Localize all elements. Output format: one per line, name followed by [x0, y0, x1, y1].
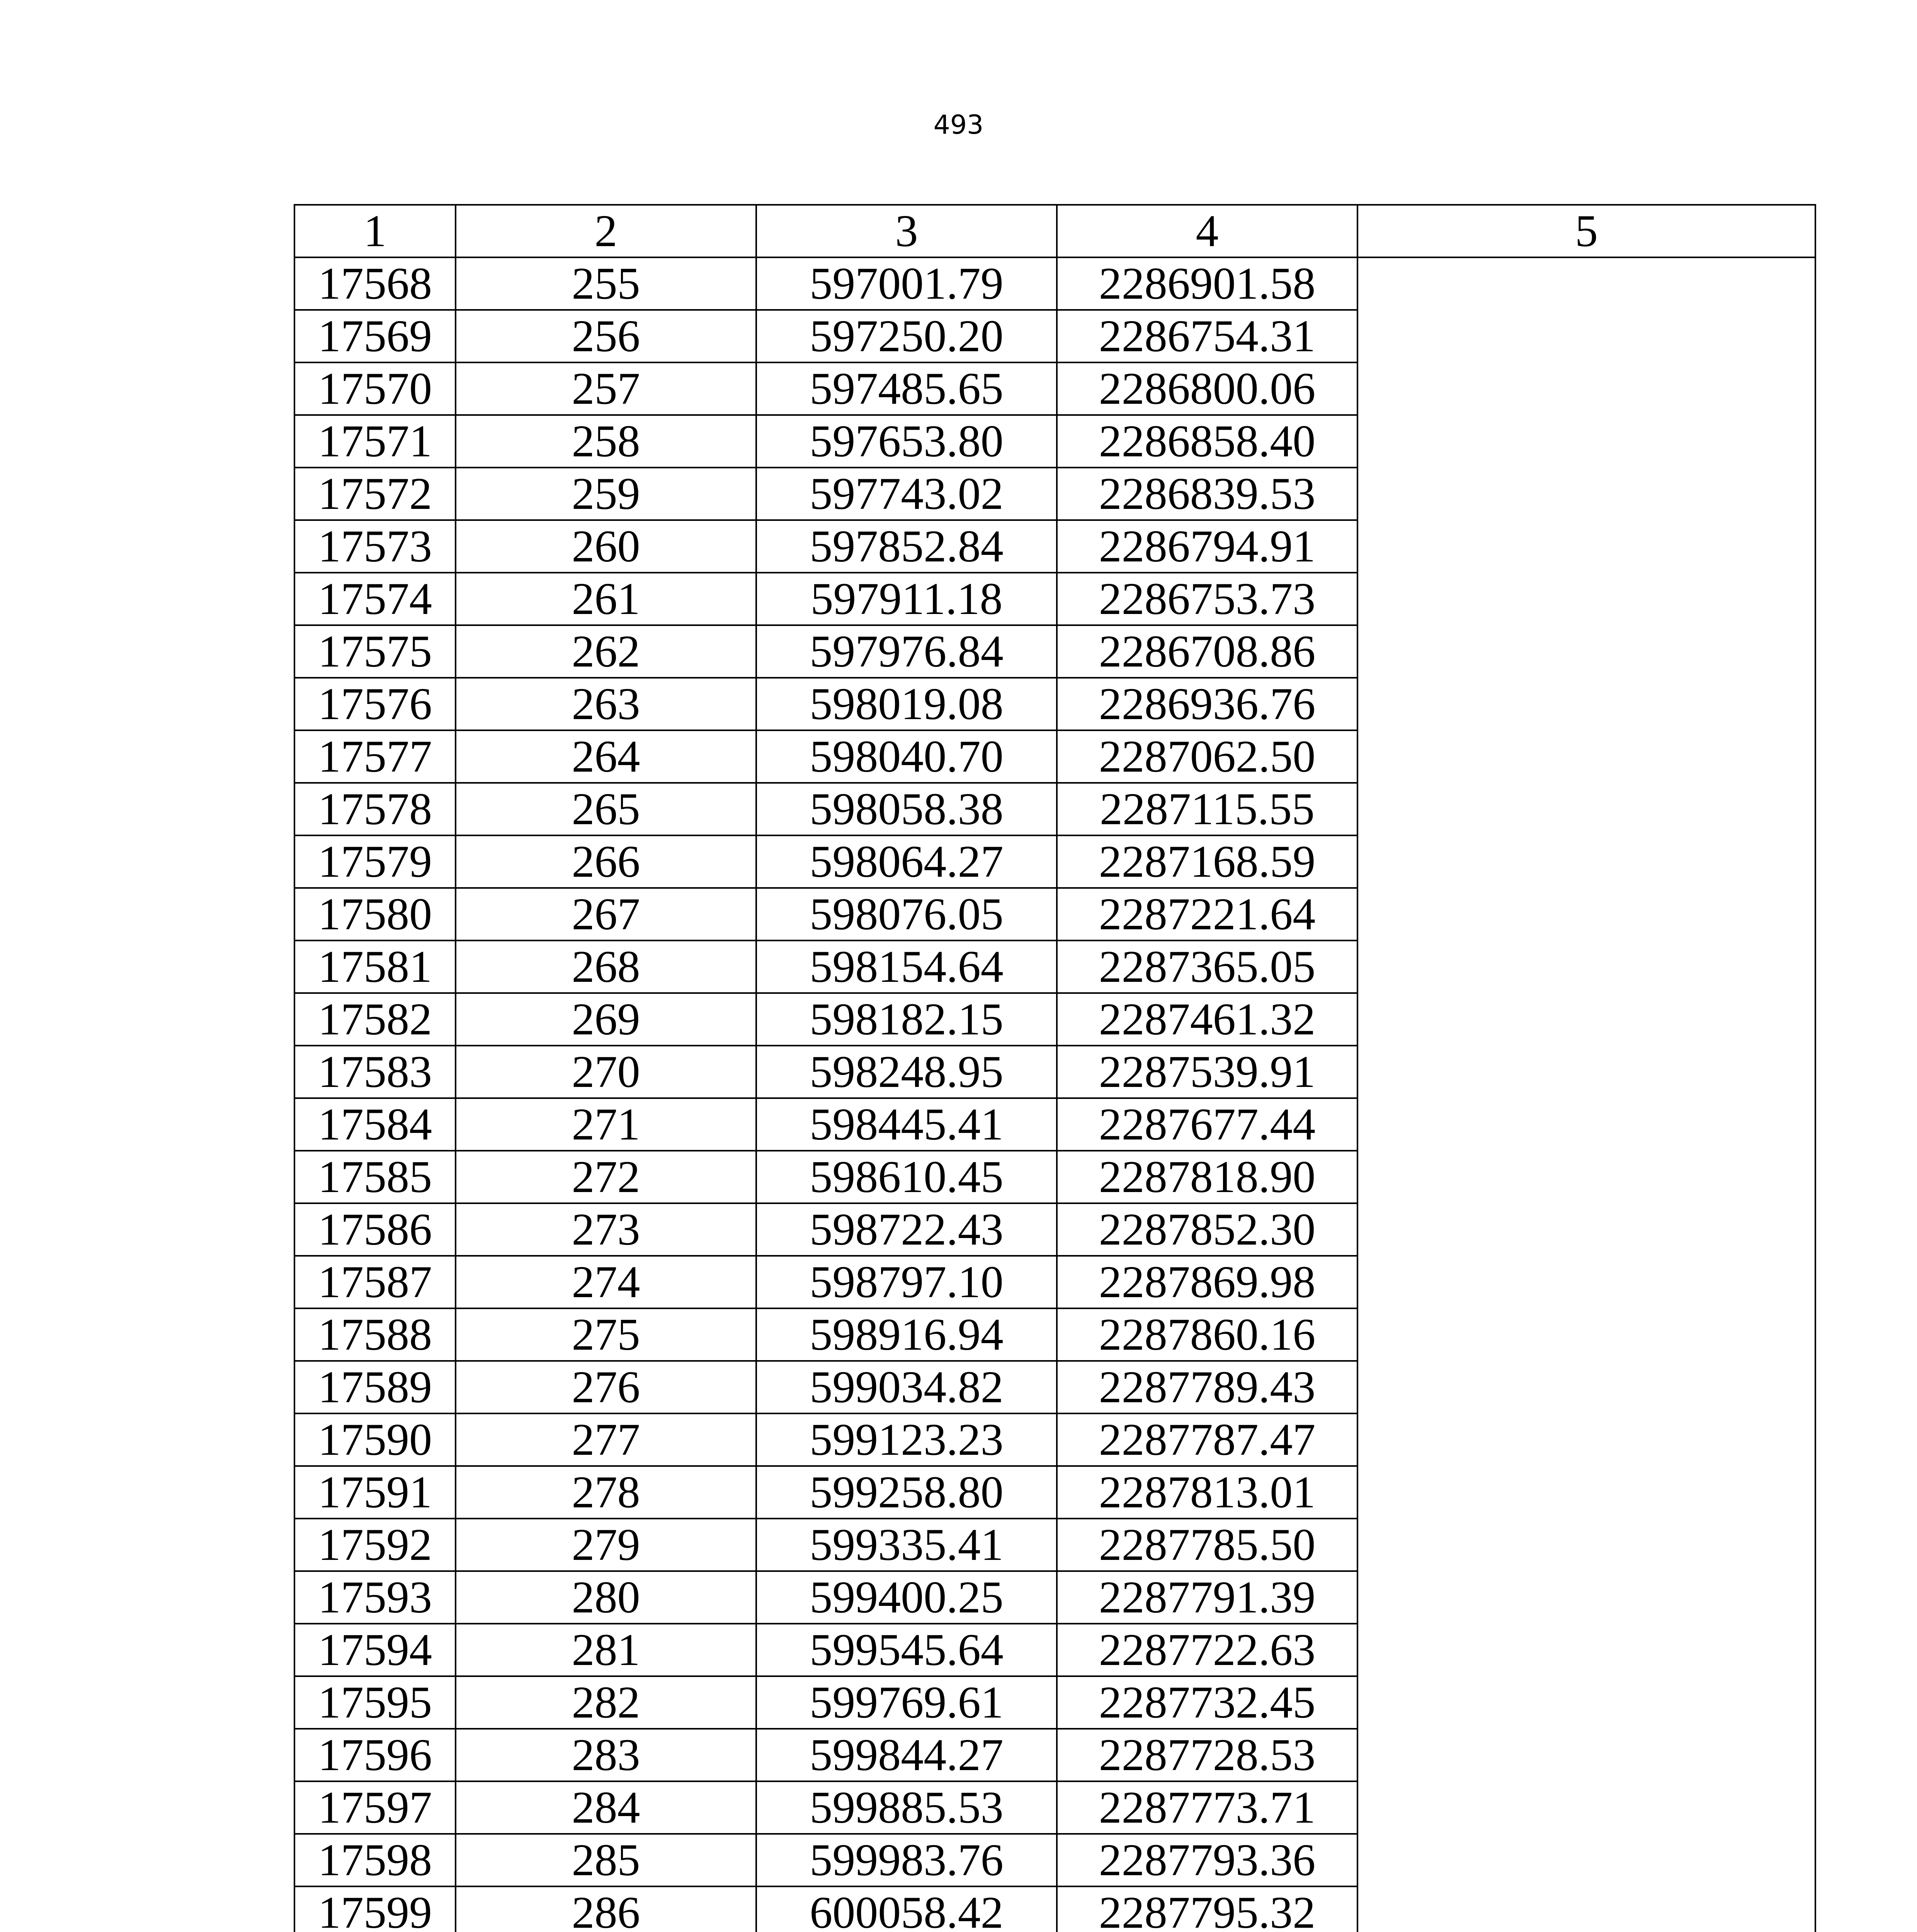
table-cell-col-2: 257	[456, 362, 756, 415]
table-cell-col-3: 598182.15	[756, 993, 1057, 1046]
table-cell-col-2: 256	[456, 310, 756, 362]
table-cell-col-3: 598154.64	[756, 940, 1057, 993]
table-cell-col-2: 263	[456, 678, 756, 730]
table-cell-col-4: 2287773.71	[1057, 1781, 1357, 1834]
column-header-5: 5	[1357, 205, 1815, 257]
table-cell-col-2: 273	[456, 1203, 756, 1256]
table-cell-col-1: 17595	[294, 1676, 456, 1729]
table-cell-col-3: 598797.10	[756, 1256, 1057, 1308]
table-cell-col-4: 2286708.86	[1057, 625, 1357, 678]
table-cell-col-1: 17590	[294, 1413, 456, 1466]
table-cell-col-4: 2287221.64	[1057, 888, 1357, 940]
table-cell-col-4: 2287732.45	[1057, 1676, 1357, 1729]
table-cell-col-3: 599983.76	[756, 1834, 1057, 1886]
table-cell-col-1: 17576	[294, 678, 456, 730]
table-cell-col-4: 2287539.91	[1057, 1046, 1357, 1098]
table-cell-col-3: 598064.27	[756, 835, 1057, 888]
table-row	[294, 257, 1815, 310]
table-cell-col-2: 265	[456, 783, 756, 835]
table-body	[294, 257, 1815, 1932]
table-cell-col-4: 2287461.32	[1057, 993, 1357, 1046]
table-cell-col-1: 17582	[294, 993, 456, 1046]
table-cell-col-4: 2286753.73	[1057, 573, 1357, 625]
table-cell-col-3: 599545.64	[756, 1624, 1057, 1676]
table-cell-col-4: 2287062.50	[1057, 730, 1357, 783]
table-cell-col-1: 17580	[294, 888, 456, 940]
table-cell-col-1: 17598	[294, 1834, 456, 1886]
table-cell-col-2: 261	[456, 573, 756, 625]
table-cell-col-2: 277	[456, 1413, 756, 1466]
table-cell-col-1: 17578	[294, 783, 456, 835]
table-cell-col-4: 2287168.59	[1057, 835, 1357, 888]
table-cell-col-1: 17577	[294, 730, 456, 783]
table-cell-col-2: 269	[456, 993, 756, 1046]
table-cell-col-4: 2287677.44	[1057, 1098, 1357, 1151]
table-cell-col-1: 17584	[294, 1098, 456, 1151]
table-cell-col-1: 17579	[294, 835, 456, 888]
table-cell-col-4: 2286754.31	[1057, 310, 1357, 362]
table-cell-col-3: 599885.53	[756, 1781, 1057, 1834]
table-cell-col-3: 598445.41	[756, 1098, 1057, 1151]
table-cell-col-4: 2286901.58	[1057, 257, 1357, 310]
table-cell-col-2: 280	[456, 1571, 756, 1624]
table-cell-col-1: 17591	[294, 1466, 456, 1519]
table-cell-col-1: 17587	[294, 1256, 456, 1308]
table-cell-col-1: 17586	[294, 1203, 456, 1256]
table-cell-col-3: 598019.08	[756, 678, 1057, 730]
column-header-2: 2	[456, 205, 756, 257]
table-cell-col-3: 599258.80	[756, 1466, 1057, 1519]
table-cell-col-1: 17572	[294, 468, 456, 520]
table-cell-col-3: 598722.43	[756, 1203, 1057, 1256]
table-cell-col-4: 2286936.76	[1057, 678, 1357, 730]
table-cell-col-3: 597250.20	[756, 310, 1057, 362]
column-header-1: 1	[294, 205, 456, 257]
table-cell-col-1: 17583	[294, 1046, 456, 1098]
table-cell-col-1: 17594	[294, 1624, 456, 1676]
table-cell-col-4: 2287789.43	[1057, 1361, 1357, 1413]
table-cell-col-1: 17568	[294, 257, 456, 310]
table-cell-col-1: 17571	[294, 415, 456, 468]
table-cell-col-4: 2286794.91	[1057, 520, 1357, 573]
table-cell-col-3: 597911.18	[756, 573, 1057, 625]
table-cell-col-3: 598040.70	[756, 730, 1057, 783]
table-cell-col-4: 2287791.39	[1057, 1571, 1357, 1624]
table-cell-col-2: 278	[456, 1466, 756, 1519]
page-number: 493	[933, 110, 984, 140]
table-cell-col-5-merged	[1357, 257, 1815, 1932]
table-cell-col-2: 281	[456, 1624, 756, 1676]
table-cell-col-3: 599123.23	[756, 1413, 1057, 1466]
table-cell-col-4: 2286800.06	[1057, 362, 1357, 415]
table-cell-col-1: 17593	[294, 1571, 456, 1624]
table-cell-col-3: 600058.42	[756, 1886, 1057, 1932]
table-cell-col-4: 2287115.55	[1057, 783, 1357, 835]
table-cell-col-2: 283	[456, 1729, 756, 1781]
table-cell-col-3: 599769.61	[756, 1676, 1057, 1729]
table-cell-col-3: 599034.82	[756, 1361, 1057, 1413]
table-cell-col-4: 2287795.32	[1057, 1886, 1357, 1932]
table-cell-col-2: 282	[456, 1676, 756, 1729]
table-cell-col-3: 598248.95	[756, 1046, 1057, 1098]
table-cell-col-4: 2287869.98	[1057, 1256, 1357, 1308]
table-cell-col-3: 597653.80	[756, 415, 1057, 468]
table-cell-col-2: 259	[456, 468, 756, 520]
table-cell-col-4: 2287785.50	[1057, 1519, 1357, 1571]
table-cell-col-4: 2286858.40	[1057, 415, 1357, 468]
table-cell-col-3: 599400.25	[756, 1571, 1057, 1624]
table-cell-col-1: 17574	[294, 573, 456, 625]
table-cell-col-2: 285	[456, 1834, 756, 1886]
table-cell-col-3: 598916.94	[756, 1308, 1057, 1361]
table-cell-col-4: 2287852.30	[1057, 1203, 1357, 1256]
table-cell-col-2: 284	[456, 1781, 756, 1834]
table-cell-col-4: 2287728.53	[1057, 1729, 1357, 1781]
table-cell-col-2: 286	[456, 1886, 756, 1932]
table-cell-col-2: 260	[456, 520, 756, 573]
table-cell-col-3: 598076.05	[756, 888, 1057, 940]
table-cell-col-2: 262	[456, 625, 756, 678]
table-cell-col-1: 17599	[294, 1886, 456, 1932]
table-cell-col-4: 2287722.63	[1057, 1624, 1357, 1676]
table-cell-col-4: 2287813.01	[1057, 1466, 1357, 1519]
table-cell-col-3: 599844.27	[756, 1729, 1057, 1781]
table-cell-col-2: 279	[456, 1519, 756, 1571]
column-header-4: 4	[1057, 205, 1357, 257]
table-cell-col-2: 266	[456, 835, 756, 888]
table-cell-col-1: 17570	[294, 362, 456, 415]
table-cell-col-4: 2286839.53	[1057, 468, 1357, 520]
table-cell-col-1: 17581	[294, 940, 456, 993]
table-cell-col-1: 17589	[294, 1361, 456, 1413]
table-cell-col-3: 599335.41	[756, 1519, 1057, 1571]
table-cell-col-1: 17585	[294, 1151, 456, 1203]
table-cell-col-4: 2287860.16	[1057, 1308, 1357, 1361]
coordinates-table	[294, 204, 1816, 1932]
table-cell-col-2: 268	[456, 940, 756, 993]
table-cell-col-2: 270	[456, 1046, 756, 1098]
table-cell-col-2: 276	[456, 1361, 756, 1413]
table-cell-col-2: 267	[456, 888, 756, 940]
table-cell-col-1: 17592	[294, 1519, 456, 1571]
table-cell-col-1: 17573	[294, 520, 456, 573]
table-cell-col-3: 598610.45	[756, 1151, 1057, 1203]
table-cell-col-2: 275	[456, 1308, 756, 1361]
table-cell-col-2: 274	[456, 1256, 756, 1308]
table-cell-col-4: 2287787.47	[1057, 1413, 1357, 1466]
table-cell-col-1: 17575	[294, 625, 456, 678]
table-cell-col-2: 264	[456, 730, 756, 783]
table-cell-col-3: 598058.38	[756, 783, 1057, 835]
table-cell-col-2: 255	[456, 257, 756, 310]
table-cell-col-1: 17596	[294, 1729, 456, 1781]
table-cell-col-1: 17597	[294, 1781, 456, 1834]
header-row	[294, 205, 1815, 257]
table-cell-col-4: 2287818.90	[1057, 1151, 1357, 1203]
table-cell-col-2: 271	[456, 1098, 756, 1151]
table-cell-col-1: 17588	[294, 1308, 456, 1361]
table-cell-col-4: 2287365.05	[1057, 940, 1357, 993]
table-cell-col-3: 597852.84	[756, 520, 1057, 573]
column-header-3: 3	[756, 205, 1057, 257]
table-cell-col-2: 258	[456, 415, 756, 468]
table-cell-col-3: 597485.65	[756, 362, 1057, 415]
table-cell-col-3: 597001.79	[756, 257, 1057, 310]
table-cell-col-1: 17569	[294, 310, 456, 362]
table-cell-col-2: 272	[456, 1151, 756, 1203]
table-cell-col-4: 2287793.36	[1057, 1834, 1357, 1886]
table-cell-col-3: 597743.02	[756, 468, 1057, 520]
table-cell-col-3: 597976.84	[756, 625, 1057, 678]
